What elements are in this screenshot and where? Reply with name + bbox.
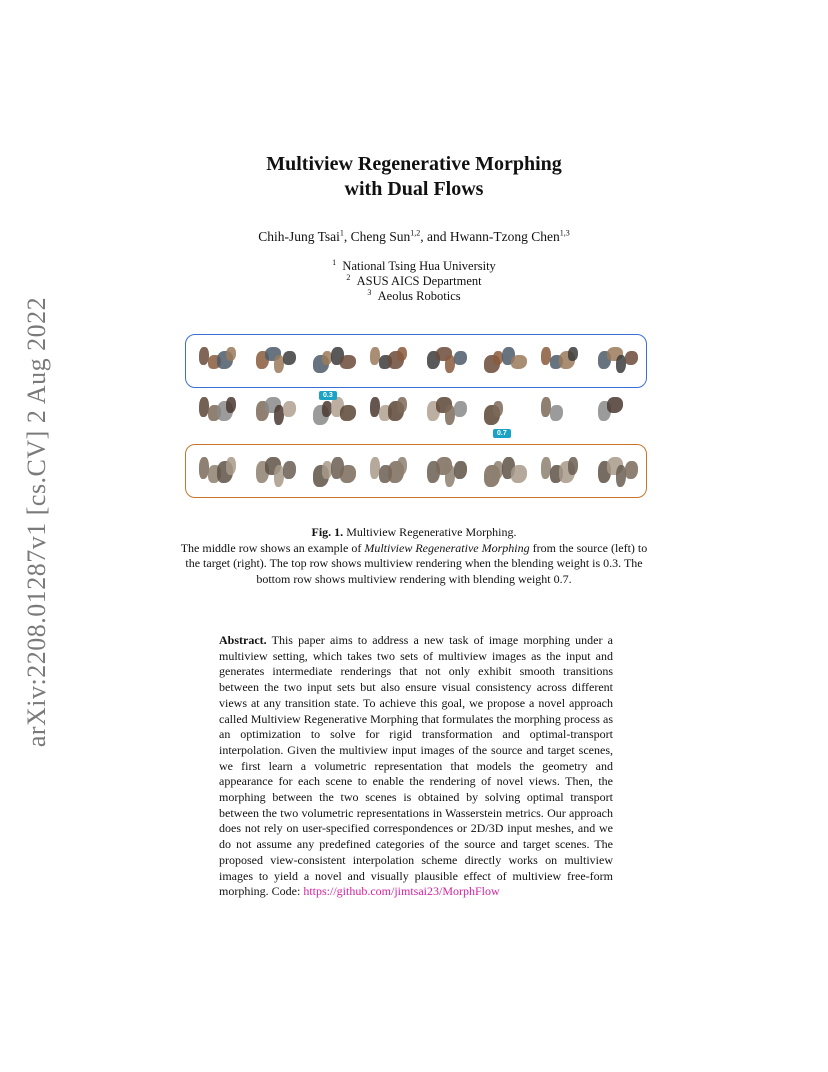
rendered-object-fragment [550,405,563,421]
affil-marker: 1 [332,257,337,267]
affil-marker: 3 [367,287,372,297]
author-affil-marker: 1,2 [410,228,421,238]
paper-title [0,152,828,202]
rendered-object-fragment [568,347,578,361]
author-name: Hwann-Tzong Chen [449,229,560,244]
rendered-object-fragment [397,457,407,475]
affiliation-list [0,259,828,304]
rendered-object-fragment [397,347,407,361]
rendered-object-fragment [511,465,527,483]
rendered-object-fragment [340,405,356,421]
rendered-object-fragment [454,401,467,417]
rendered-object-fragment [454,351,467,365]
bottom-row-frame [185,444,647,498]
caption-label: Fig. 1. [311,525,344,539]
rendered-object-fragment [625,461,638,479]
affiliation-name: National Tsing Hua University [342,259,496,273]
figure-caption [176,525,652,587]
code-link[interactable]: https://github.com/jimtsai23/MorphFlow [303,884,500,899]
caption-text-a: The middle row shows an example of [180,540,365,555]
rendered-object-fragment [397,397,407,413]
rendered-object-fragment [607,397,623,413]
author-separator: , and [420,229,450,244]
author-name: Chih-Jung Tsai [258,229,340,244]
abstract-label: Abstract. [219,633,267,647]
rendered-object-fragment [340,355,356,369]
rendered-object-fragment [283,401,296,417]
affiliation-name: Aeolus Robotics [377,289,461,303]
rendered-object-fragment [226,397,236,413]
arxiv-identifier: arXiv:2208.01287v1 [cs.CV] 2 Aug 2022 [22,296,52,748]
caption-heading: Multiview Regenerative Morphing. [343,525,517,539]
blend-weight-badge-bottom: 0.7 [493,429,511,438]
rendered-object-fragment [511,355,527,369]
author-affil-marker: 1,3 [559,228,570,238]
author-name: Cheng Sun [350,229,411,244]
abstract [219,633,613,900]
top-row-frame [185,334,647,388]
affiliation-line [0,274,828,289]
arxiv-sidebar [14,287,60,757]
caption-emphasis: Multiview Regenerative Morphing [364,540,530,555]
affiliation-name: ASUS AICS Department [356,274,482,288]
rendered-object-fragment [340,465,356,483]
caption-text-b: from the source (left) to the target (right). The top row shows multiview rendering when the blending weight is 0.3. The bottom row shows multiview rendering with blending weight 0.7. [185,540,648,586]
author-affil-marker: 1 [339,228,344,238]
rendered-object-fragment [226,457,236,475]
affiliation-line [0,259,828,274]
abstract-text: This paper aims to address a new task of image morphing under a multiview setting, which takes two sets of multiview images as the input and generates intermediate renderings that not only exhibit smooth transitions between the two input sets but also ensure visual consistency across different views at any transition state. To achieve this goal, we propose a novel approach called Multiview Regenerative Morphing that formulates the morphing process as an optimization to solve for rigid transformation and optimal-transport interpolation. Given the multiview input images of the source and target scenes, we first learn a volumetric representation that models the geometry and appearance for each scene to enable the rendering of novel views. Then, the morphing between the two scenes is obtained by solving optimal transport between the two volumetric representations in Wasserstein metrics. Our approach does not rely on user-specified correspondences or 2D/3D input meshes, and we do not assume any predefined categories of the source and target scenes. The proposed view-consistent interpolation scheme directly works on multiview images to yield a novel and visually plausible effect of multiview free-form morphing. Code: [219,633,613,899]
rendered-object-fragment [493,401,503,417]
title-line-1: Multiview Regenerative Morphing [266,153,562,175]
rendered-object-fragment [568,457,578,475]
rendered-object-fragment [226,347,236,361]
rendered-object-fragment [625,351,638,365]
author-separator: , [343,229,351,244]
caption-heading-line [176,525,652,541]
author-list [0,229,828,245]
figure-morphing [183,333,649,509]
affil-marker: 2 [346,272,351,282]
rendered-object-fragment [283,351,296,365]
affiliation-line [0,289,828,304]
rendered-object-fragment [454,461,467,479]
rendered-object-fragment [283,461,296,479]
title-line-2: with Dual Flows [344,178,484,200]
blend-weight-badge-top: 0.3 [319,391,337,400]
